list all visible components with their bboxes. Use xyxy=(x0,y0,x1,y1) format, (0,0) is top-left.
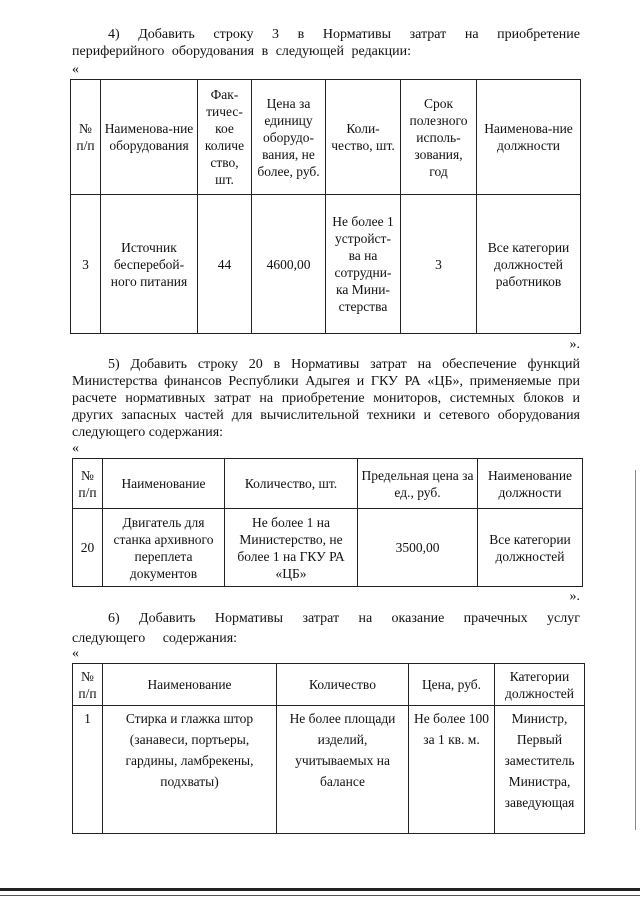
bottom-rule xyxy=(0,888,640,891)
header-cell: Коли-чество, шт. xyxy=(326,80,401,195)
table-row xyxy=(73,706,585,834)
header-cell: Количество, шт. xyxy=(225,459,358,509)
section4-open-quote: « xyxy=(72,62,79,77)
section4-paragraph: 4) Добавить строку 3 в Нормативы затрат на приобретение периферийного оборудования в следующей редакции: xyxy=(72,27,580,59)
section5-table xyxy=(72,458,583,587)
cell: 4600,00 xyxy=(252,195,326,334)
section4-table xyxy=(70,79,581,334)
header-cell: Наименова-ние оборудования xyxy=(101,80,198,195)
scan-edge-line xyxy=(635,470,636,830)
cell: 44 xyxy=(198,195,252,334)
bottom-rule-thin xyxy=(0,895,640,896)
header-cell: Наименование должности xyxy=(478,459,583,509)
header-cell: Цена за единицу оборудо-вания, не более, руб. xyxy=(252,80,326,195)
cell: Не более 1 устройст-ва на сотрудни-ка Мини-стерства xyxy=(326,195,401,334)
header-cell: Цена, руб. xyxy=(409,664,495,706)
cell: Двигатель для станка архивного переплета документов xyxy=(103,509,225,587)
header-cell: № п/п xyxy=(73,459,103,509)
cell: Не более 1 на Министерство, не более 1 на ГКУ РА «ЦБ» xyxy=(225,509,358,587)
cell: Не более площади изделий, учитываемых на балансе xyxy=(277,706,409,834)
cell: 3500,00 xyxy=(358,509,478,587)
header-cell: Наименование xyxy=(103,664,277,706)
header-cell: Наименова-ние должности xyxy=(477,80,581,195)
section4-close-quote: ». xyxy=(569,337,580,352)
header-cell: Срок полезного исполь-зования, год xyxy=(401,80,477,195)
section6-open-quote: « xyxy=(72,646,79,661)
cell: Все категории должностей xyxy=(478,509,583,587)
header-cell: № п/п xyxy=(71,80,101,195)
cell: Источник бесперебой-ного питания xyxy=(101,195,198,334)
header-cell: Предельная цена за ед., руб. xyxy=(358,459,478,509)
cell: 1 xyxy=(73,706,103,834)
cell: Стирка и глажка штор (занавеси, портьеры, гардины, ламбрекены, подхваты) xyxy=(103,706,277,834)
table-row xyxy=(73,509,583,587)
table-header-row xyxy=(73,664,585,706)
section5-open-quote: « xyxy=(72,441,79,456)
table-row xyxy=(71,195,581,334)
cell: 3 xyxy=(71,195,101,334)
table-header-row xyxy=(73,459,583,509)
section5-close-quote: ». xyxy=(569,589,580,604)
cell: 20 xyxy=(73,509,103,587)
section6-paragraph: 6) Добавить Нормативы затрат на оказание прачечных услуг следующего содержания: xyxy=(72,611,580,646)
table-header-row xyxy=(71,80,581,195)
cell: Все категории должностей работников xyxy=(477,195,581,334)
header-cell: № п/п xyxy=(73,664,103,706)
section6-table xyxy=(72,663,585,834)
section5-paragraph: 5) Добавить строку 20 в Нормативы затрат на обеспечение функций Министерства финансов Республики Адыгея и ГКУ РА «ЦБ», применяемые при расчете нормативных затрат на приобретение мониторов, системных блоков и других запасных частей для вычислительной техники и сетевого оборудования следующего содержания: xyxy=(72,357,580,440)
header-cell: Фак-тичес-кое количе ство, шт. xyxy=(198,80,252,195)
header-cell: Количество xyxy=(277,664,409,706)
cell: Не более 100 за 1 кв. м. xyxy=(409,706,495,834)
cell: 3 xyxy=(401,195,477,334)
header-cell: Наименование xyxy=(103,459,225,509)
header-cell: Категории должностей xyxy=(495,664,585,706)
cell: Министр, Первый заместитель Министра, заведующая xyxy=(495,706,585,834)
